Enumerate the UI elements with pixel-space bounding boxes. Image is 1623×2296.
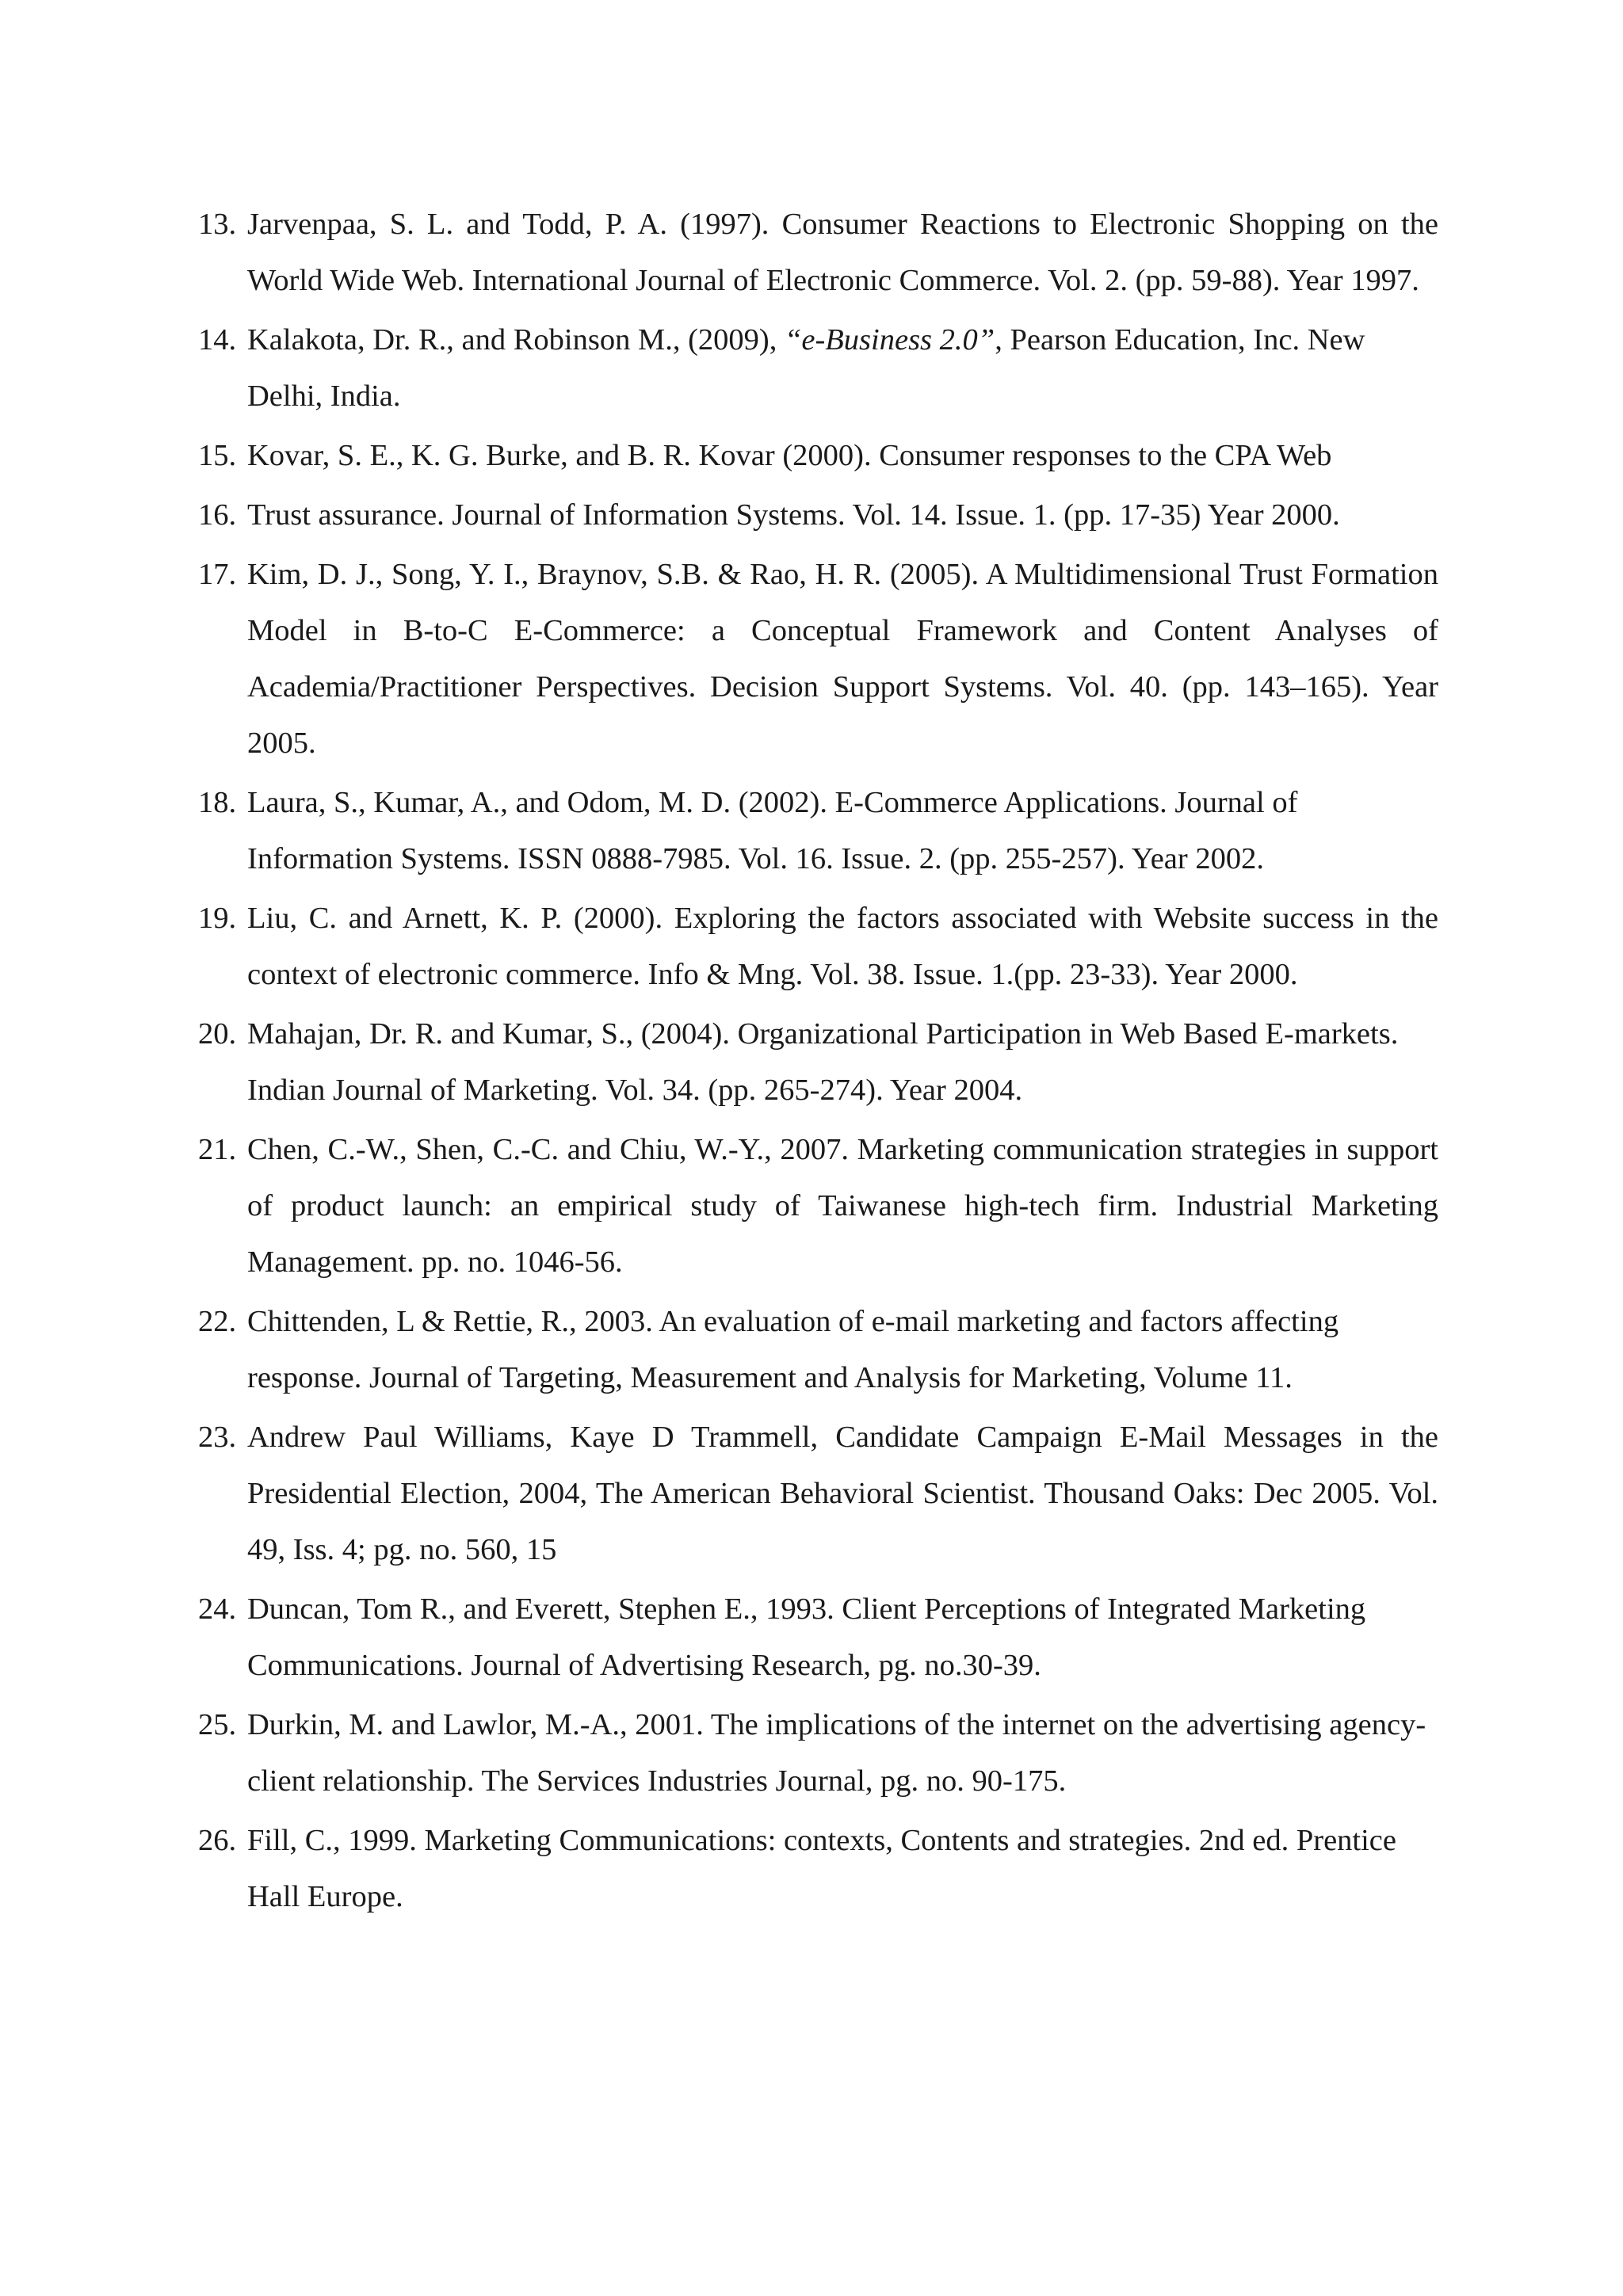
reference-list [198,196,1438,1928]
reference-item-21 [198,1122,1438,1291]
reference-text: Kim, D. J., Song, Y. I., Braynov, S.B. & Rao, H. R. (2005). A Multidimensional Trust Formation Model in B-to-C E-Commerce: a Conceptual Framework and Content Analyses of Academia/Practitioner Perspectives. Decision Support Systems. Vol. 40. (pp. 143–165). Year 2005. [247,558,1438,760]
reference-number: 26. [198,1824,237,1857]
reference-number: 22. [198,1305,237,1338]
reference-text: Mahajan, Dr. R. and Kumar, S., (2004). Organizational Participation in Web Based E-markets. Indian Journal of Marketing. Vol. 34. (pp. 265-274). Year 2004. [247,1017,1399,1107]
reference-text: Andrew Paul Williams, Kaye D Trammell, Candidate Campaign E-Mail Messages in the Presidential Election, 2004, The American Behavioral Scientist. Thousand Oaks: Dec 2005. Vol. 49, Iss. 4; pg. no. 560, 15 [247,1421,1438,1566]
reference-number: 17. [198,558,237,591]
reference-text: Fill, C., 1999. Marketing Communications: contexts, Contents and strategies. 2nd ed. Prentice Hall Europe. [247,1824,1396,1913]
reference-item-22 [198,1294,1438,1406]
reference-text: Kovar, S. E., K. G. Burke, and B. R. Kovar (2000). Consumer responses to the CPA Web [247,439,1332,472]
reference-item-17 [198,547,1438,772]
reference-number: 20. [198,1017,237,1051]
reference-number: 21. [198,1133,237,1166]
reference-text: Jarvenpaa, S. L. and Todd, P. A. (1997). Consumer Reactions to Electronic Shopping on the World Wide Web. International Journal of Electronic Commerce. Vol. 2. (pp. 59-88). Year 1997. [247,208,1438,297]
reference-number: 13. [198,208,237,241]
reference-item-15 [198,428,1438,484]
reference-number: 23. [198,1421,237,1454]
reference-number: 15. [198,439,237,472]
reference-number: 16. [198,498,237,532]
reference-book-title: “e-Business 2.0” [784,323,995,357]
reference-text: Liu, C. and Arnett, K. P. (2000). Exploring the factors associated with Website success in the context of electronic commerce. Info & Mng. Vol. 38. Issue. 1.(pp. 23-33). Year 2000. [247,902,1438,991]
reference-item-24 [198,1581,1438,1694]
reference-item-25 [198,1697,1438,1810]
reference-text-authors: Kalakota, Dr. R., and Robinson M., (2009), [247,323,785,357]
reference-number: 19. [198,902,237,935]
reference-text: Laura, S., Kumar, A., and Odom, M. D. (2002). E-Commerce Applications. Journal of Information Systems. ISSN 0888-7985. Vol. 16. Issue. 2. (pp. 255-257). Year 2002. [247,786,1298,875]
reference-item-18 [198,775,1438,887]
reference-text [247,323,1365,413]
reference-item-13 [198,196,1438,309]
reference-item-26 [198,1813,1438,1925]
reference-text: Trust assurance. Journal of Information Systems. Vol. 14. Issue. 1. (pp. 17-35) Year 2000. [247,498,1340,532]
reference-number: 18. [198,786,237,819]
reference-item-14 [198,312,1438,425]
reference-text: Chen, C.-W., Shen, C.-C. and Chiu, W.-Y., 2007. Marketing communication strategies in support of product launch: an empirical study of Taiwanese high-tech firm. Industrial Marketing Management. pp. no. 1046-56. [247,1133,1438,1279]
reference-item-20 [198,1006,1438,1119]
reference-number: 14. [198,323,237,357]
reference-number: 25. [198,1708,237,1741]
reference-text: Chittenden, L & Rettie, R., 2003. An evaluation of e-mail marketing and factors affecting response. Journal of Targeting, Measurement and Analysis for Marketing, Volume 11. [247,1305,1339,1394]
reference-item-16 [198,487,1438,543]
reference-text: Duncan, Tom R., and Everett, Stephen E., 1993. Client Perceptions of Integrated Marketing Communications. Journal of Advertising Research, pg. no.30-39. [247,1592,1366,1682]
reference-item-23 [198,1409,1438,1578]
reference-text-publisher: , Pearson Education, Inc. New Delhi, India. [247,323,1365,413]
reference-item-19 [198,891,1438,1003]
reference-number: 24. [198,1592,237,1626]
reference-text: Durkin, M. and Lawlor, M.-A., 2001. The implications of the internet on the advertising agency-client relationship. The Services Industries Journal, pg. no. 90-175. [247,1708,1426,1798]
